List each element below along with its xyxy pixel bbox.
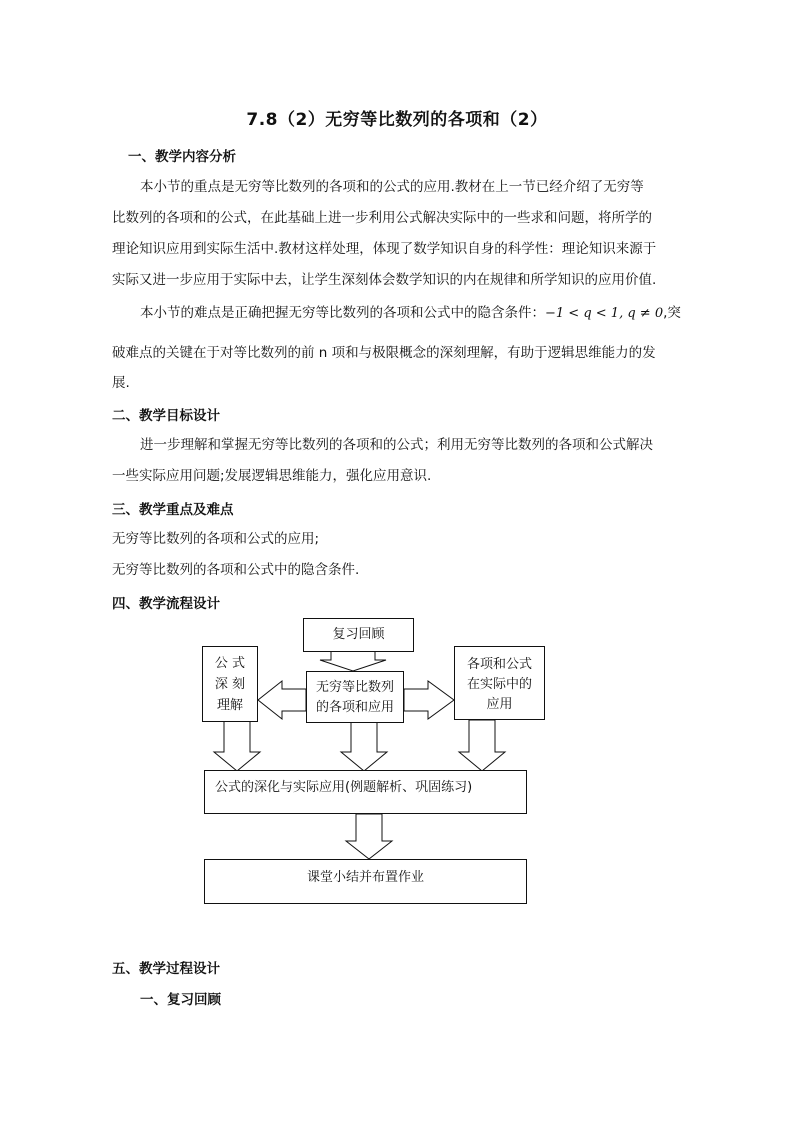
paragraph-line: 无穷等比数列的各项和公式的应用; xyxy=(112,531,320,547)
arrow-down-icon xyxy=(214,720,260,771)
flow-box-line: 的各项和应用 xyxy=(315,700,394,715)
page-title: 7.8（2）无穷等比数列的各项和（2） xyxy=(246,110,548,130)
arrow-left-icon xyxy=(258,681,306,719)
subsection-heading-review: 一、复习回顾 xyxy=(140,992,221,1008)
flow-box-line: 公 式 xyxy=(214,656,246,671)
flow-box-line: 理解 xyxy=(216,698,243,713)
condition-formula: −1 < q < 1, q ≠ 0 xyxy=(545,306,664,321)
flow-box-real-world-application xyxy=(454,646,545,720)
flow-box-summary-homework: 课堂小结并布置作业 xyxy=(204,859,527,904)
flow-box-center-topic xyxy=(306,671,404,723)
section-heading-key-points: 三、教学重点及难点 xyxy=(112,502,234,518)
paragraph-line: 比数列的各项和的公式，在此基础上进一步利用公式解决实际中的一些求和问题，将所学的 xyxy=(112,210,652,226)
flow-box-formula-understanding xyxy=(202,646,258,722)
paragraph-line: 无穷等比数列的各项和公式中的隐含条件. xyxy=(112,562,360,578)
arrow-down-icon xyxy=(346,814,392,859)
difficulty-text-end: ,突 xyxy=(663,305,681,321)
section-heading-process: 五、教学过程设计 xyxy=(112,961,220,977)
flow-box-line: 在实际中的 xyxy=(466,677,532,692)
arrow-down-icon xyxy=(341,722,387,771)
section-heading-flow: 四、教学流程设计 xyxy=(112,596,220,612)
flow-box-review: 复习回顾 xyxy=(303,618,414,652)
difficulty-text: 本小节的难点是正确把握无穷等比数列的各项和公式中的隐含条件： xyxy=(140,305,545,321)
arrow-down-icon xyxy=(320,651,386,671)
paragraph-line: 一些实际应用问题;发展逻辑思维能力，强化应用意识. xyxy=(112,468,432,484)
flow-box-deepen-and-apply: 公式的深化与实际应用(例题解析、巩固练习) xyxy=(204,770,527,814)
paragraph-line: 展. xyxy=(112,375,130,391)
paragraph-line: 破难点的关键在于对等比数列的前 n 项和与极限概念的深刻理解，有助于逻辑思维能力的发 xyxy=(112,345,656,361)
arrow-down-icon xyxy=(459,720,505,771)
flow-box-line: 应用 xyxy=(486,697,513,712)
arrow-right-icon xyxy=(404,681,454,719)
flow-box-line: 深 刻 xyxy=(214,677,246,692)
paragraph-line: 实际又进一步应用于实际中去，让学生深刻体会数学知识的内在规律和所学知识的应用价值. xyxy=(112,272,657,288)
paragraph-line: 进一步理解和掌握无穷等比数列的各项和的公式；利用无穷等比数列的各项和公式解决 xyxy=(140,437,653,453)
paragraph-line: 本小节的重点是无穷等比数列的各项和的公式的应用.教材在上一节已经介绍了无穷等 xyxy=(140,179,644,195)
section-heading-content-analysis: 一、教学内容分析 xyxy=(128,149,236,165)
flow-box-line: 无穷等比数列 xyxy=(315,680,394,695)
flow-box-line: 各项和公式 xyxy=(466,657,532,672)
section-heading-goals: 二、教学目标设计 xyxy=(112,408,220,424)
paragraph-line: 理论知识应用到实际生活中.教材这样处理，体现了数学知识自身的科学性：理论知识来源于 xyxy=(112,241,657,257)
